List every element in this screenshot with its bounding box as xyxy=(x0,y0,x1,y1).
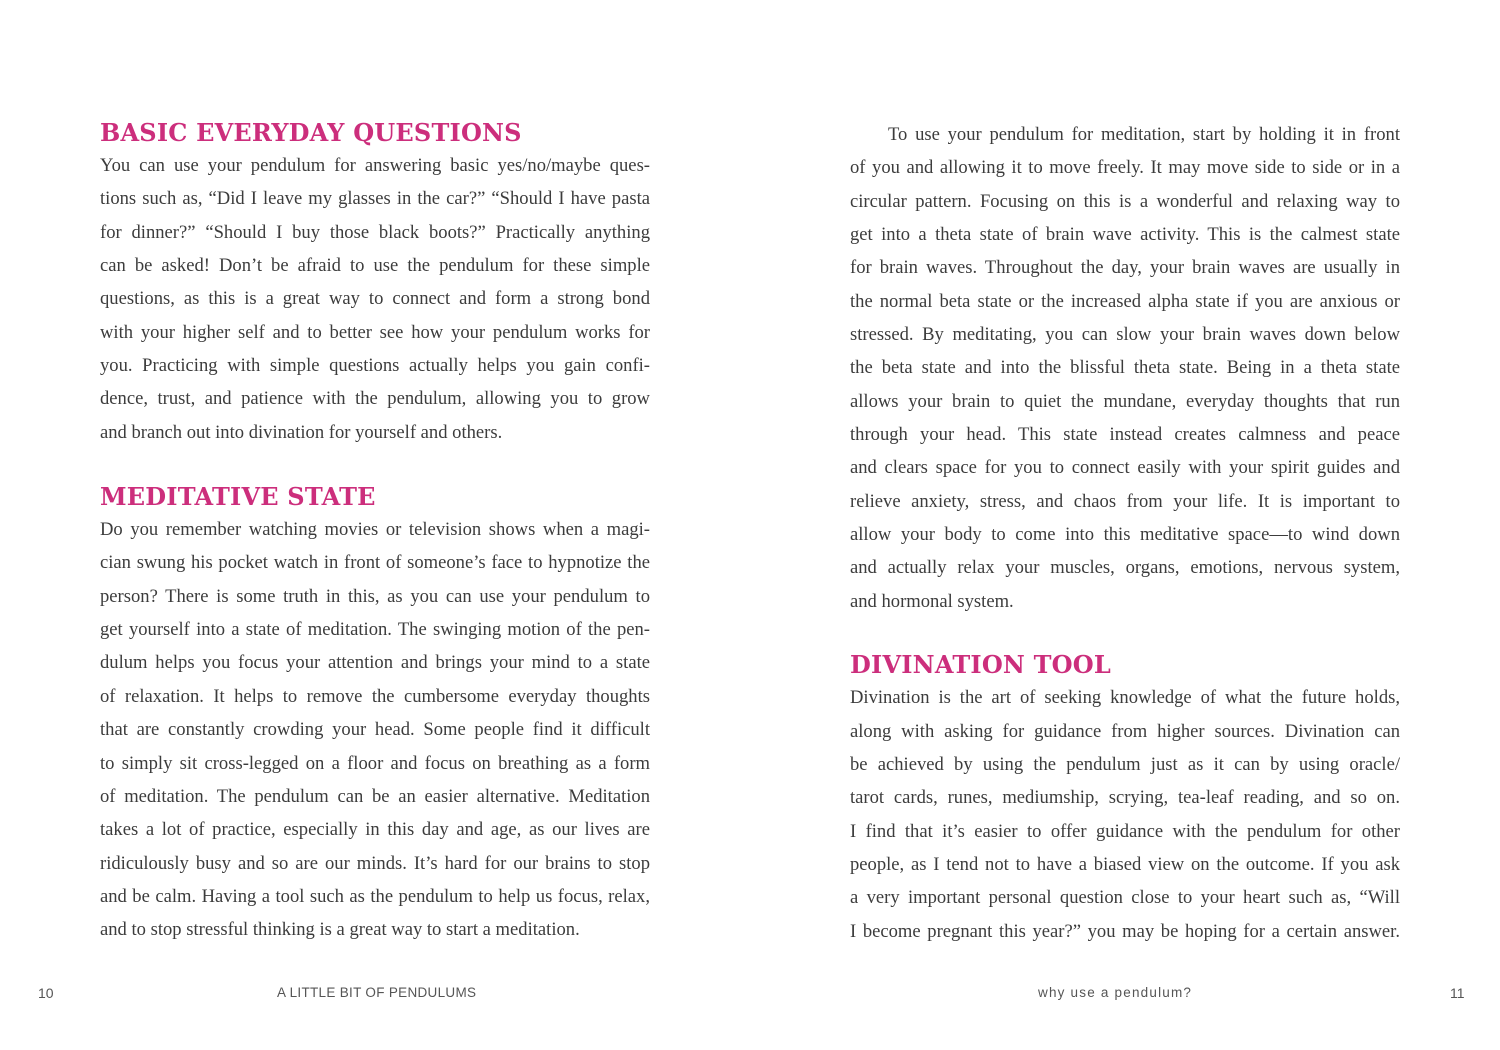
page-number-left: 10 xyxy=(38,985,54,1001)
running-title-left: A LITTLE BIT OF PENDULUMS xyxy=(277,985,477,1000)
text-line: I find that it’s easier to offer guidance with the pendulum for other xyxy=(850,820,1400,842)
text-line: can be asked! Don’t be afraid to use the pendulum for these simple xyxy=(100,255,650,277)
text-line: and be calm. Having a tool such as the pendulum to help us focus, relax, xyxy=(100,885,650,907)
text-line: of you and allowing it to move freely. It may move side to side or in a xyxy=(850,157,1400,179)
text-line: with your higher self and to better see how your pendulum works for xyxy=(100,321,650,343)
text-line: be achieved by using the pendulum just as it can by using oracle/ xyxy=(850,753,1400,775)
text-line: allow your body to come into this meditative space—to wind down xyxy=(850,524,1400,546)
text-line: allows your brain to quiet the mundane, everyday thoughts that run xyxy=(850,390,1400,412)
right-page xyxy=(750,0,1500,1050)
text-line: stressed. By meditating, you can slow your brain waves down below xyxy=(850,324,1400,346)
text-line: and clears space for you to connect easily with your spirit guides and xyxy=(850,457,1400,479)
text-line: the beta state and into the blissful theta state. Being in a theta state xyxy=(850,357,1400,379)
text-line: dence, trust, and patience with the pendulum, allowing you to grow xyxy=(100,388,650,410)
text-line: person? There is some truth in this, as you can use your pendulum to xyxy=(100,585,650,607)
text-line: dulum helps you focus your attention and brings your mind to a state xyxy=(100,652,650,674)
text-line: for brain waves. Throughout the day, your brain waves are usually in xyxy=(850,257,1400,279)
section-heading-basic-everyday-questions: BASIC EVERYDAY QUESTIONS xyxy=(100,118,522,147)
text-line: a very important personal question close to your heart such as, “Will xyxy=(850,887,1400,909)
text-line: To use your pendulum for meditation, start by holding it in front xyxy=(888,124,1400,145)
left-column xyxy=(100,116,650,947)
text-line: and to stop stressful thinking is a great way to start a meditation. xyxy=(100,919,580,941)
text-line: circular pattern. Focusing on this is a wonderful and relaxing way to xyxy=(850,190,1400,212)
text-line: cian swung his pocket watch in front of someone’s face to hypnotize the xyxy=(100,552,650,574)
text-line: get yourself into a state of meditation. The swinging motion of the pen- xyxy=(100,619,650,641)
text-line: Do you remember watching movies or television shows when a magi- xyxy=(100,519,650,541)
section-spacer xyxy=(850,618,1400,648)
text-line: through your head. This state instead creates calmness and peace xyxy=(850,424,1400,446)
text-line: you. Practicing with simple questions actually helps you gain confi- xyxy=(100,355,650,377)
text-line: tarot cards, runes, mediumship, scrying, tea-leaf reading, and so on. xyxy=(850,787,1400,809)
paragraph-basic-everyday-questions xyxy=(100,149,650,449)
section-heading-divination-tool: DIVINATION TOOL xyxy=(850,650,1111,680)
section-heading-meditative-state: MEDITATIVE STATE xyxy=(100,482,376,512)
text-line: Divination is the art of seeking knowledge of what the future holds, xyxy=(850,687,1400,709)
text-line: ridiculously busy and so are our minds. It’s hard for our brains to stop xyxy=(100,852,650,874)
text-line: of meditation. The pendulum can be an easier alternative. Meditation xyxy=(100,785,650,807)
text-line: tions such as, “Did I leave my glasses in the car?” “Should I have pasta xyxy=(100,188,650,210)
text-line: relieve anxiety, stress, and chaos from your life. It is important to xyxy=(850,490,1400,512)
text-line: and hormonal system. xyxy=(850,590,1014,612)
text-line: You can use your pendulum for answering basic yes/no/maybe ques- xyxy=(100,155,650,176)
text-line: get into a theta state of brain wave activity. This is the calmest state xyxy=(850,224,1400,246)
text-line: people, as I tend not to have a biased view on the outcome. If you ask xyxy=(850,853,1400,875)
running-title-right: why use a pendulum? xyxy=(1038,985,1193,1000)
paragraph-meditative-state xyxy=(100,513,650,946)
paragraph-divination-tool xyxy=(850,681,1400,948)
text-line: and branch out into divination for yourself and others. xyxy=(100,421,503,443)
section-spacer xyxy=(100,449,650,480)
text-line: of relaxation. It helps to remove the cumbersome everyday thoughts xyxy=(100,685,650,707)
text-line: and actually relax your muscles, organs, emotions, nervous system, xyxy=(850,557,1400,579)
paragraph-meditation-continued xyxy=(850,118,1400,618)
text-line: the normal beta state or the increased alpha state if you are anxious or xyxy=(850,290,1400,312)
text-line: for dinner?” “Should I buy those black boots?” Practically anything xyxy=(100,221,650,243)
text-line: that are constantly crowding your head. Some people find it difficult xyxy=(100,719,650,741)
page-number-right: 11 xyxy=(1450,985,1465,1001)
text-line: along with asking for guidance from higher sources. Divination can xyxy=(850,720,1400,742)
text-line: questions, as this is a great way to connect and form a strong bond xyxy=(100,288,650,310)
text-line: takes a lot of practice, especially in this day and age, as our lives are xyxy=(100,819,650,841)
right-column xyxy=(850,118,1400,948)
text-line: I become pregnant this year?” you may be hoping for a certain answer. xyxy=(850,920,1400,942)
text-line: to simply sit cross-legged on a floor and focus on breathing as a form xyxy=(100,752,650,774)
